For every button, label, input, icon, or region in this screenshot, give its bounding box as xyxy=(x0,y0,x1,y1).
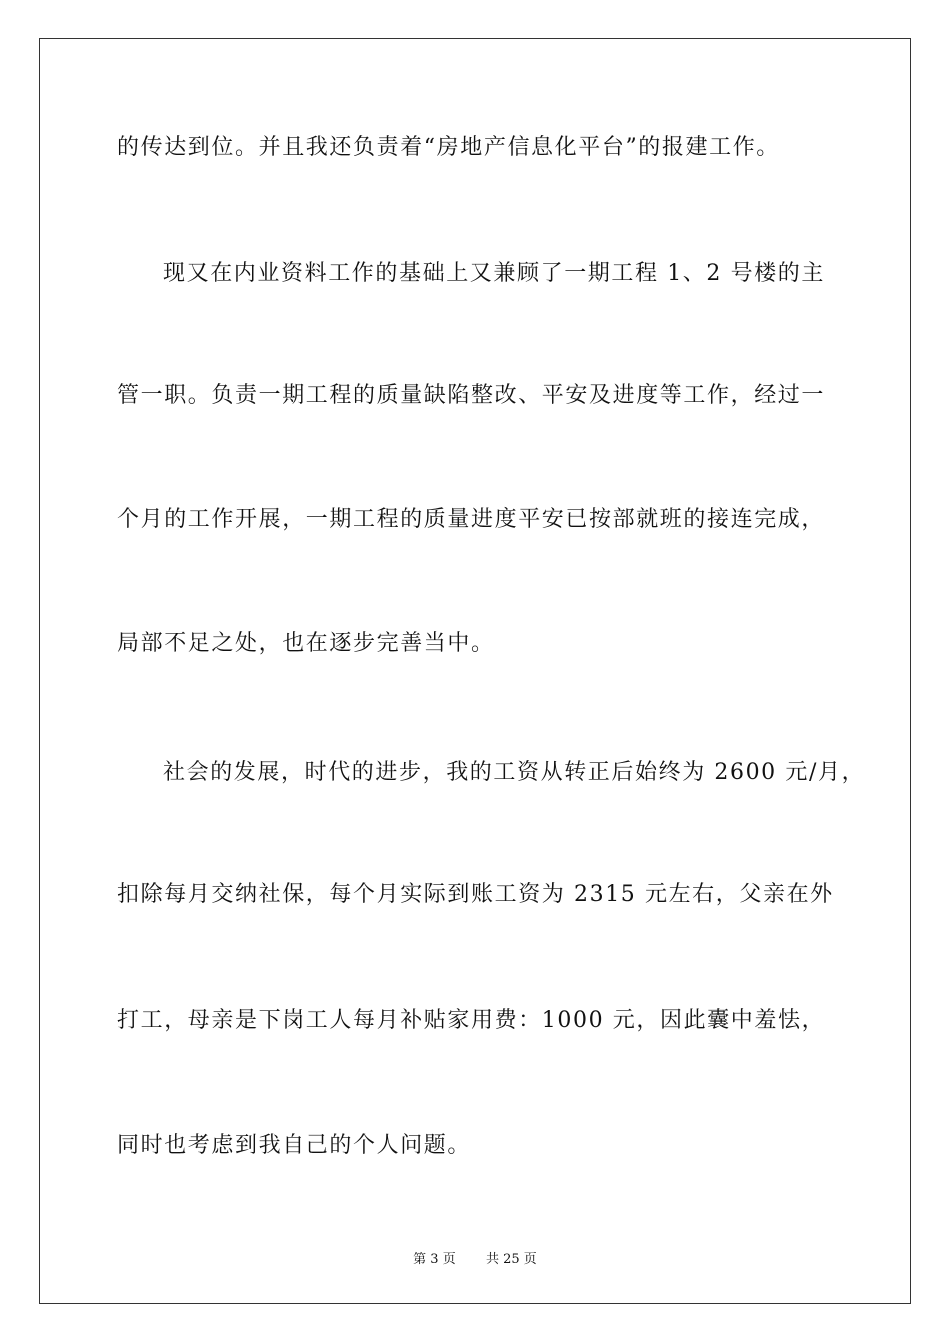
text-line-2: 现又在内业资料工作的基础上又兼顾了一期工程 1、2 号楼的主 xyxy=(163,261,825,286)
text-line-5: 局部不足之处，也在逐步完善当中。 xyxy=(117,631,495,656)
page-border xyxy=(39,38,911,1304)
page-number: 第 3 页 xyxy=(413,1252,456,1267)
page-total: 共 25 页 xyxy=(486,1252,537,1267)
page-footer xyxy=(0,1248,950,1267)
text-line-6: 社会的发展，时代的进步，我的工资从转正后始终为 2600 元/月， xyxy=(163,760,866,785)
text-line-7: 扣除每月交纳社保，每个月实际到账工资为 2315 元左右，父亲在外 xyxy=(117,882,834,907)
text-line-3: 管一职。负责一期工程的质量缺陷整改、平安及进度等工作，经过一 xyxy=(117,383,826,408)
text-line-1: 的传达到位。并且我还负责着“房地产信息化平台”的报建工作。 xyxy=(117,135,780,160)
text-line-9: 同时也考虑到我自己的个人问题。 xyxy=(117,1133,472,1158)
text-line-8: 打工，母亲是下岗工人每月补贴家用费：1000 元，因此囊中羞怯， xyxy=(117,1008,826,1033)
text-line-4: 个月的工作开展，一期工程的质量进度平安已按部就班的接连完成， xyxy=(117,507,826,532)
